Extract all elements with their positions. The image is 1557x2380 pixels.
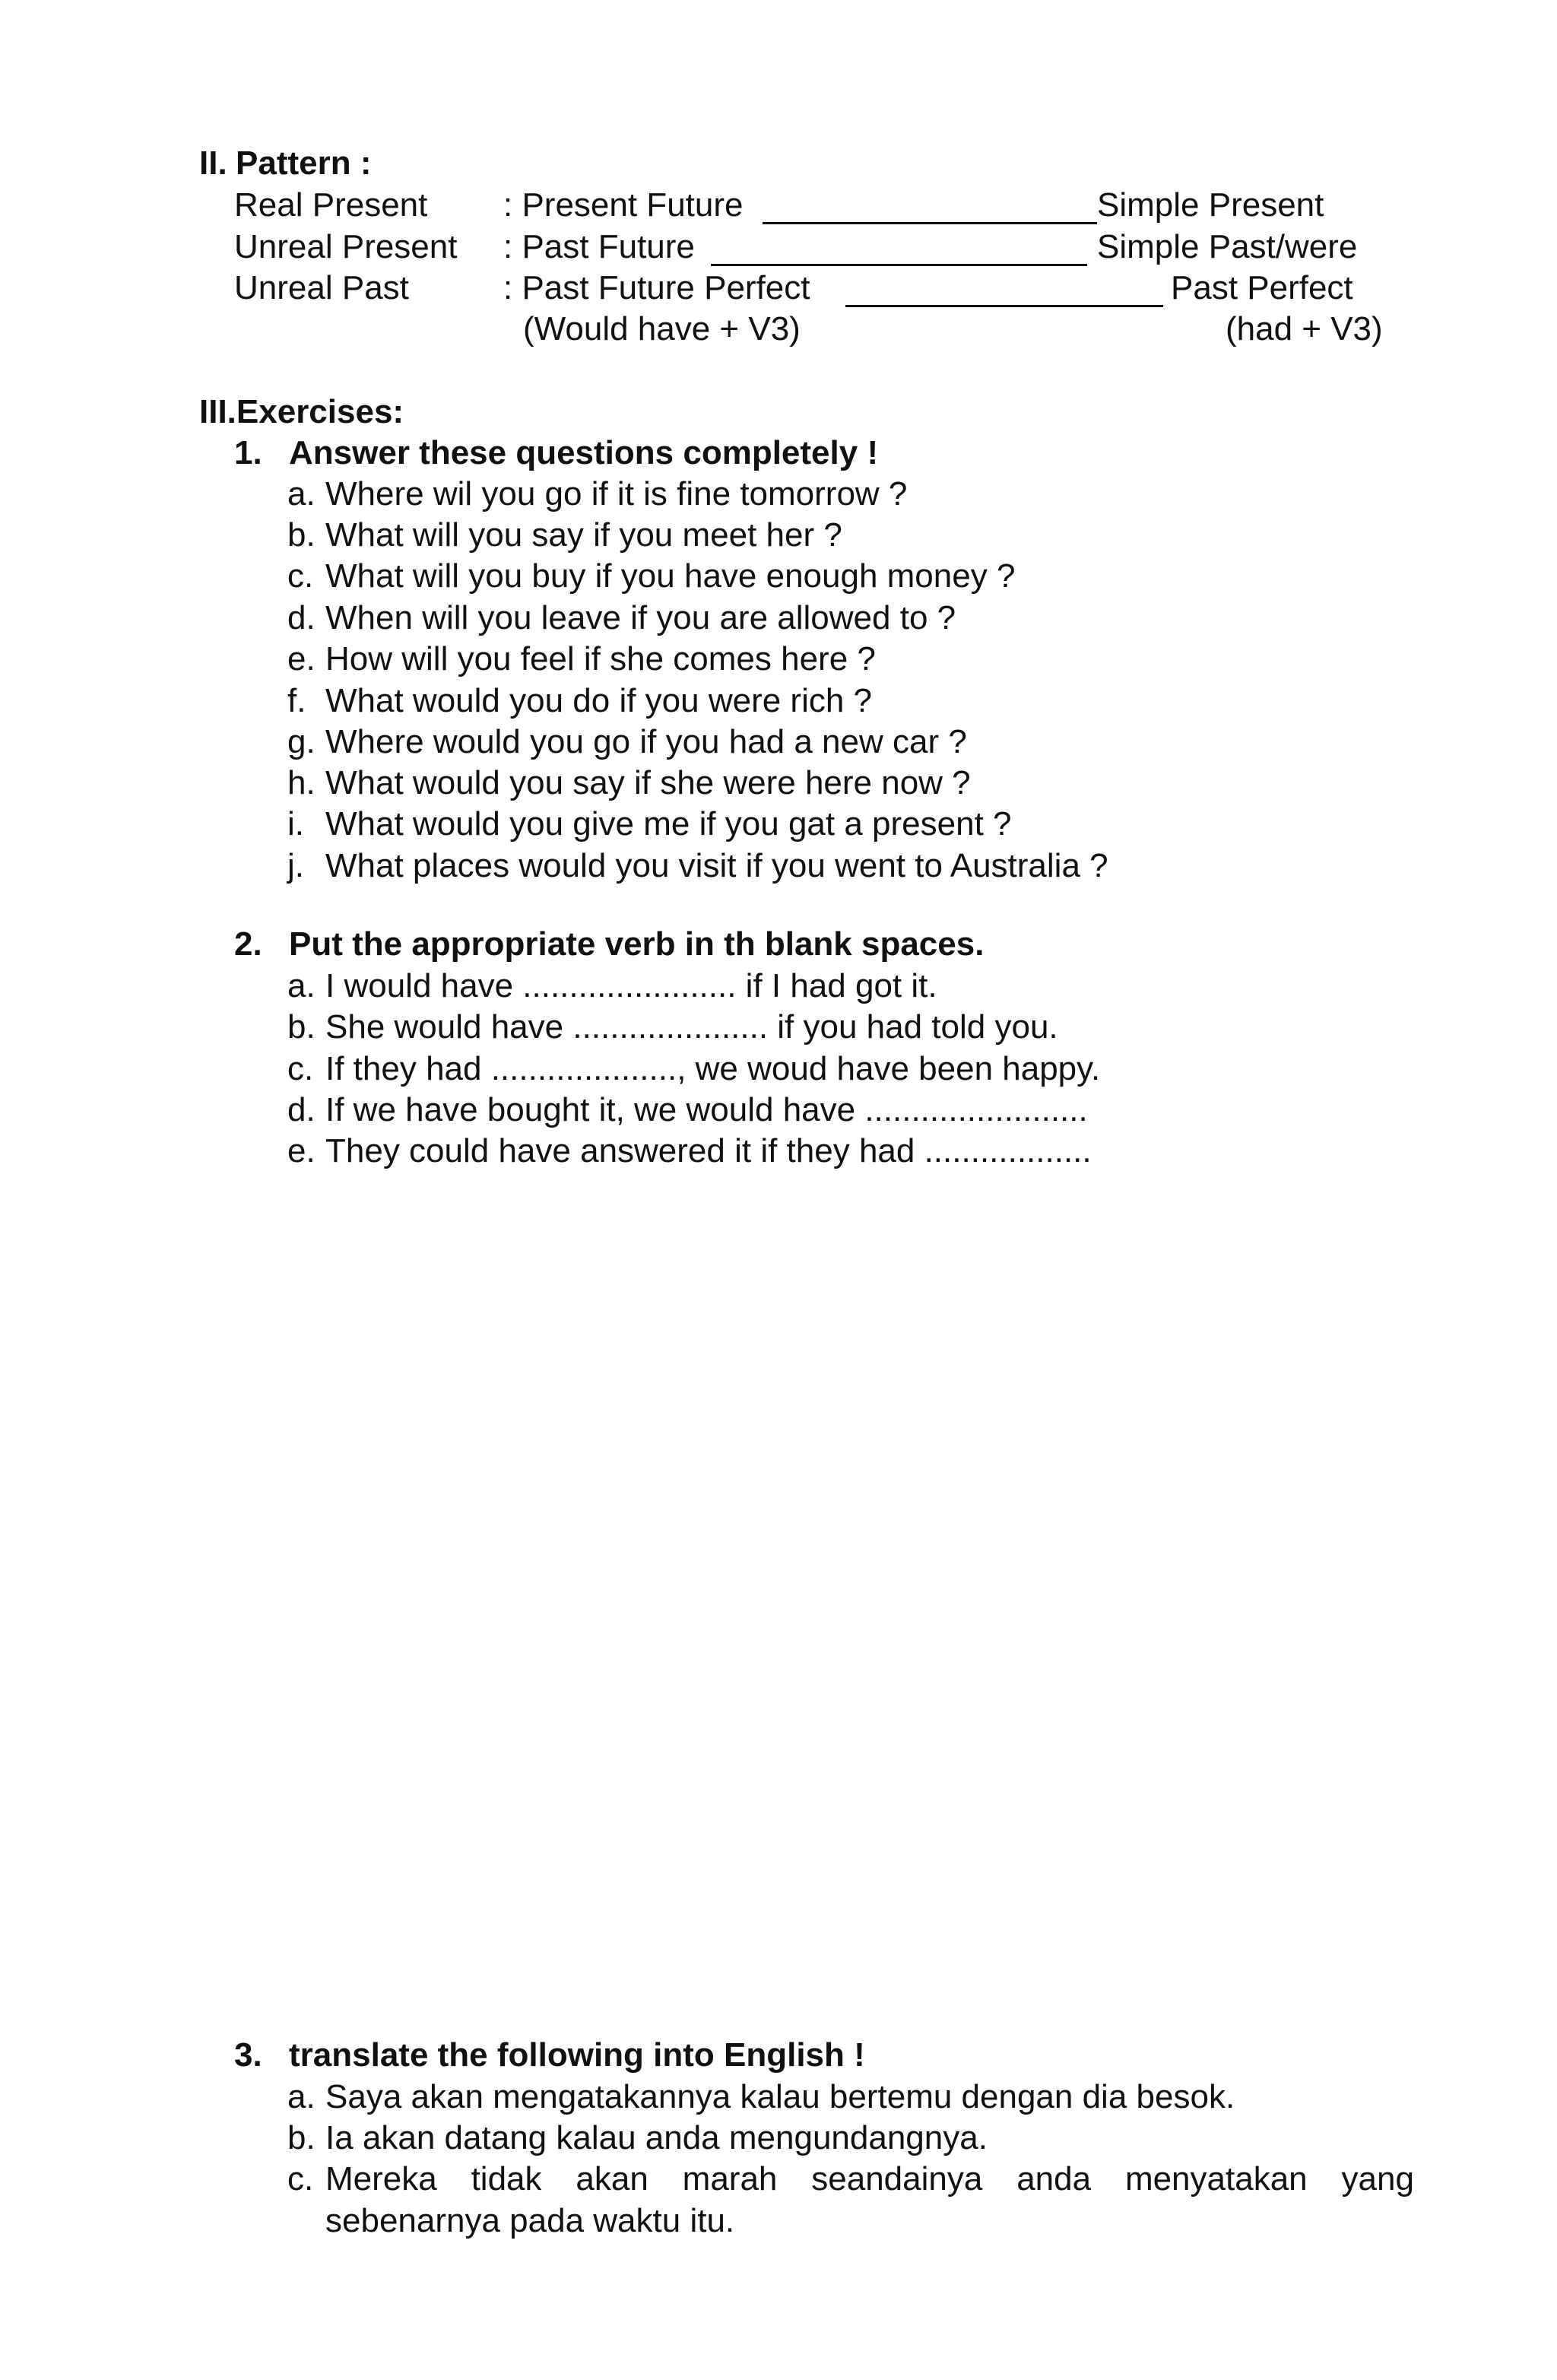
item-letter: a. bbox=[287, 2078, 316, 2115]
item-letter: a. bbox=[287, 967, 316, 1004]
word: tidak bbox=[471, 2160, 542, 2198]
exercises-title: III.Exercises: bbox=[199, 393, 404, 430]
exercise-title: translate the following into English ! bbox=[289, 2036, 865, 2074]
pattern-right: Past Perfect bbox=[1171, 269, 1353, 306]
item-text: When will you leave if you are allowed to ? bbox=[325, 599, 956, 636]
word: seandainya bbox=[811, 2160, 983, 2198]
item-letter: b. bbox=[287, 1008, 316, 1046]
pattern-left: : Past Future bbox=[503, 228, 695, 265]
item-text: Ia akan datang kalau anda mengundangnya. bbox=[325, 2119, 988, 2156]
pattern-label: Real Present bbox=[234, 186, 428, 224]
item-letter: f. bbox=[287, 682, 306, 719]
item-letter: d. bbox=[287, 1091, 316, 1128]
item-letter: h. bbox=[287, 764, 316, 801]
word: akan bbox=[576, 2160, 648, 2198]
item-letter: c. bbox=[287, 1050, 314, 1087]
item-letter: d. bbox=[287, 599, 316, 636]
word: anda bbox=[1016, 2160, 1092, 2198]
word: yang bbox=[1341, 2160, 1414, 2198]
item-text: How will you feel if she comes here ? bbox=[325, 640, 876, 678]
item-text: She would have ..................... if you had told you. bbox=[325, 1008, 1058, 1046]
pattern-blank-line bbox=[711, 264, 1087, 266]
pattern-note-left: (Would have + V3) bbox=[523, 310, 801, 347]
item-text: If we have bought it, we would have ........................ bbox=[325, 1091, 1088, 1128]
item-text: What would you give me if you gat a present ? bbox=[325, 805, 1012, 843]
item-letter: a. bbox=[287, 475, 316, 512]
pattern-label: Unreal Present bbox=[234, 228, 458, 265]
item-text: Where would you go if you had a new car ? bbox=[325, 723, 967, 760]
pattern-blank-line bbox=[763, 222, 1097, 224]
item-text bbox=[325, 2159, 1414, 2200]
word: marah bbox=[682, 2160, 778, 2198]
item-letter: i. bbox=[287, 805, 304, 843]
word: menyatakan bbox=[1124, 2160, 1308, 2198]
item-letter: e. bbox=[287, 1132, 316, 1169]
item-letter: c. bbox=[287, 2160, 314, 2198]
pattern-right: Simple Present bbox=[1097, 186, 1324, 224]
exercise-title: Answer these questions completely ! bbox=[289, 434, 879, 471]
item-text: They could have answered it if they had .................. bbox=[325, 1132, 1092, 1169]
item-text: I would have ....................... if I had got it. bbox=[325, 967, 937, 1004]
pattern-left: : Present Future bbox=[503, 186, 744, 224]
section-title: Pattern : bbox=[236, 144, 372, 182]
exercise-number: 2. bbox=[234, 925, 262, 963]
exercise-title: Put the appropriate verb in th blank spaces. bbox=[289, 925, 985, 963]
item-text: If they had ...................., we woud have been happy. bbox=[325, 1050, 1101, 1087]
item-text-continued: sebenarnya pada waktu itu. bbox=[325, 2202, 735, 2239]
section-number: II. bbox=[199, 144, 227, 182]
item-letter: b. bbox=[287, 2119, 316, 2156]
item-text: What would you say if she were here now ? bbox=[325, 764, 971, 801]
item-letter: c. bbox=[287, 557, 314, 595]
item-text: Where wil you go if it is fine tomorrow ? bbox=[325, 475, 908, 512]
pattern-left: : Past Future Perfect bbox=[503, 269, 810, 306]
item-text: What will you say if you meet her ? bbox=[325, 516, 842, 554]
item-letter: j. bbox=[287, 847, 304, 884]
exercise-number: 1. bbox=[234, 434, 262, 471]
pattern-blank-line bbox=[845, 305, 1163, 307]
pattern-note-right: (had + V3) bbox=[1226, 310, 1383, 347]
pattern-label: Unreal Past bbox=[234, 269, 409, 306]
item-letter: e. bbox=[287, 640, 316, 678]
item-text: What will you buy if you have enough money ? bbox=[325, 557, 1016, 595]
exercise-number: 3. bbox=[234, 2036, 262, 2074]
pattern-right: Simple Past/were bbox=[1097, 228, 1358, 265]
item-text: What places would you visit if you went to Australia ? bbox=[325, 847, 1108, 884]
word: Mereka bbox=[325, 2160, 437, 2198]
item-text: Saya akan mengatakannya kalau bertemu dengan dia besok. bbox=[325, 2078, 1235, 2115]
item-letter: b. bbox=[287, 516, 316, 554]
item-text: What would you do if you were rich ? bbox=[325, 682, 873, 719]
item-letter: g. bbox=[287, 723, 316, 760]
